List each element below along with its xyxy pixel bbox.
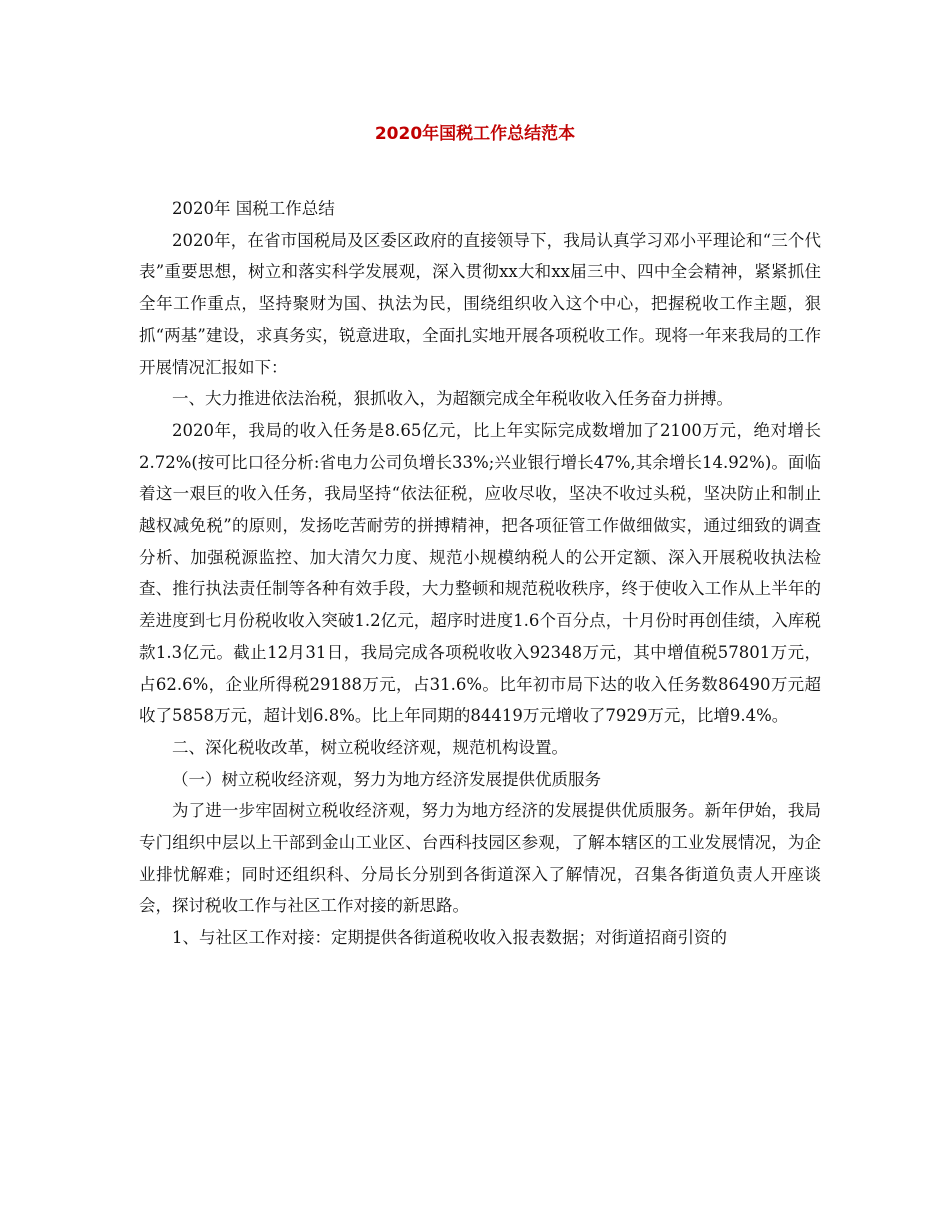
section-one-heading: 一、大力推进依法治税，狠抓收入，为超额完成全年税收收入任务奋力拼搏。 [172, 389, 733, 409]
section-heading: 2020年 国税工作总结 [172, 199, 335, 218]
intro-paragraph: 2020年，在省市国税局及区委区政府的直接领导下，我局认真学习邓小平理论和“三个代表”重要思想，树立和落实科学发展观，深入贯彻xx大和xx届三中、四中全会精神，紧紧抓住全年工作重点，坚持聚财为国、执法为民，围绕组织收入这个中心，把握税收工作主题，狠抓“两基”建设，求真务实，锐意进取，全面扎实地开展各项税收工作。现将一年来我局的工作开展情况汇报如下： [139, 230, 821, 377]
revenue-paragraph: 2020年，我局的收入任务是8.65亿元，比上年实际完成数增加了2100万元，绝对增长2.72%(按可比口径分析:省电力公司负增长33%;兴业银行增长47%,其余增长14.92%)。面临着这一艰巨的收入任务，我局坚持“依法征税，应收尽收，坚决不收过头税，坚决防止和制止越权减免税”的原则，发扬吃苦耐劳的拼搏精神，把各项征管工作做细做实，通过细致的调查分析、加强税源监控、加大清欠力度、规范小规模纳税人的公开定额、深入开展税收执法检查、推行执法责任制等各种有效手段，大力整顿和规范税收秩序，终于使收入工作从上半年的差进度到七月份税收收入突破1.2亿元，超序时进度1.6个百分点，十月份时再创佳绩，入库税款1.3亿元。截止12月31日，我局完成各项税收收入92348万元，其中增值税57801万元，占62.6%，企业所得税29188万元，占31.6%。比年初市局下达的收入任务数86490万元超收了5858万元，超计划6.8%。比上年同期的84419万元增收了7929万元，比增9.4%。 [139, 420, 821, 726]
document-title: 2020年国税工作总结范本 [374, 124, 576, 144]
section-two-heading: 二、深化税收改革，树立税收经济观，规范机构设置。 [172, 737, 568, 757]
service-paragraph: 为了进一步牢固树立税收经济观，努力为地方经济的发展提供优质服务。新年伊始，我局专门组织中层以上干部到金山工业区、台西科技园区参观，了解本辖区的工业发展情况，为企业排忧解难；同时还组织科、分局长分别到各街道深入了解情况，召集各街道负责人开座谈会，探讨税收工作与社区工作对接的新思路。 [139, 801, 821, 916]
document-body [139, 193, 821, 954]
subsection-heading: （一）树立税收经济观，努力为地方经济发展提供优质服务 [172, 769, 601, 789]
community-paragraph: 1、与社区工作对接：定期提供各街道税收收入报表数据；对街道招商引资的 [172, 928, 727, 948]
